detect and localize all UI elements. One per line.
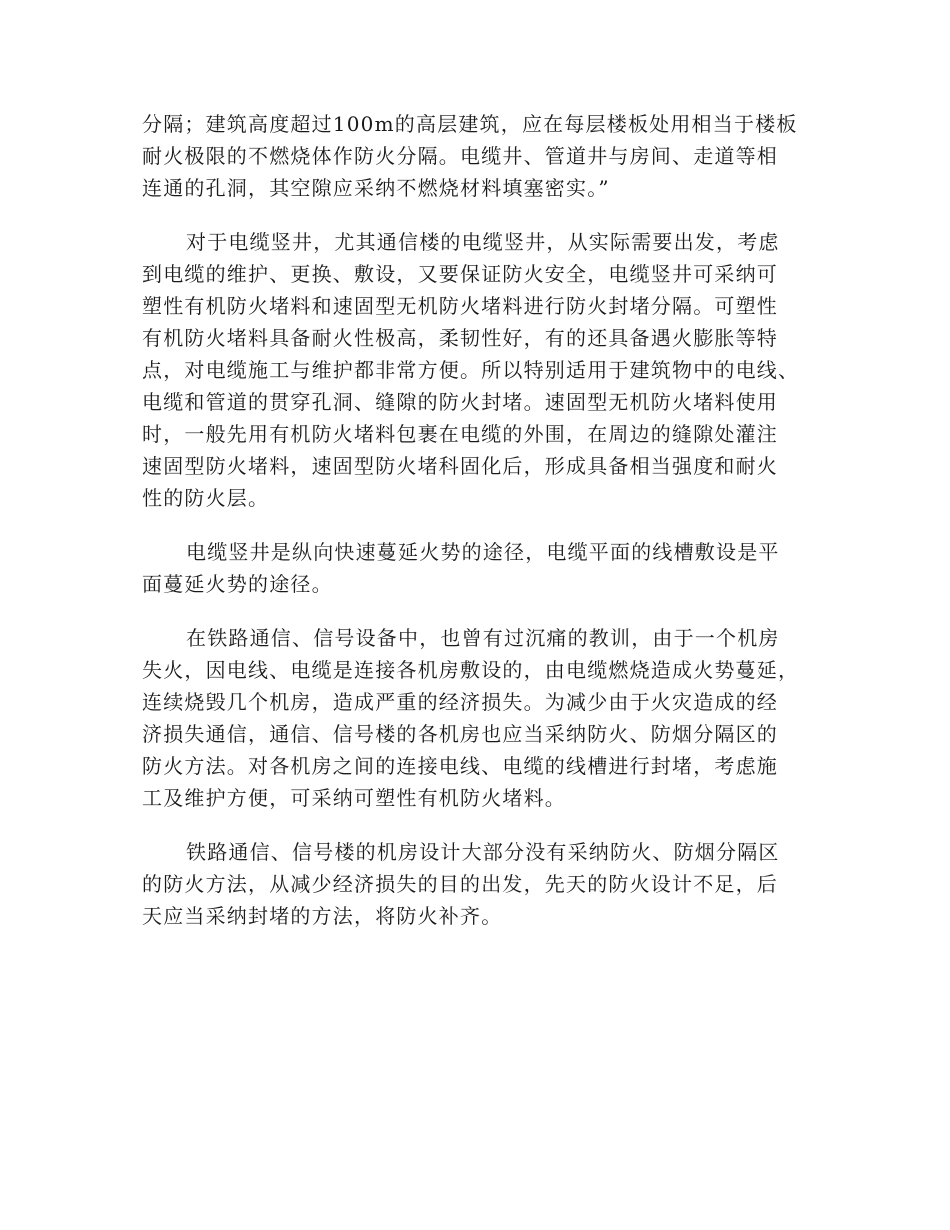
text-line: 在铁路通信、信号设备中，也曾有过沉痛的教训，由于一个机房 — [186, 626, 780, 650]
paragraph — [142, 536, 806, 600]
text-line: 天应当采纳封堵的方法，将防火补齐。 — [142, 904, 503, 928]
text-line: 电缆和管道的贯穿孔洞、缝隙的防火封堵。速固型无机防火堵料使用 — [142, 390, 778, 414]
text-line: 铁路通信、信号楼的机房设计大部分没有采纳防火、防烟分隔区 — [186, 840, 780, 864]
text-line: 分隔；建筑高度超过100m的高层建筑，应在每层楼板处用相当于楼板 — [142, 112, 798, 136]
text-line: 到电缆的维护、更换、敷设，又要保证防火安全，电缆竖井可采纳可 — [142, 262, 778, 286]
paragraph — [142, 108, 806, 204]
paragraph — [142, 622, 806, 814]
text-line: 耐火极限的不燃烧体作防火分隔。电缆井、管道井与房间、走道等相 — [142, 144, 778, 168]
text-line: 点，对电缆施工与维护都非常方便。所以特别适用于建筑物中的电线、 — [142, 358, 800, 382]
document-page — [142, 108, 806, 954]
text-line: 面蔓延火势的途径。 — [142, 572, 333, 596]
text-line: 塑性有机防火堵料和速固型无机防火堵料进行防火封堵分隔。可塑性 — [142, 294, 778, 318]
paragraph — [142, 836, 806, 932]
text-line: 工及维护方便，可采纳可塑性有机防火堵料。 — [142, 786, 566, 810]
text-line: 济损失通信，通信、信号楼的各机房也应当采纳防火、防烟分隔区的 — [142, 722, 778, 746]
text-line: 连续烧毁几个机房，造成严重的经济损失。为减少由于火灾造成的经 — [142, 690, 778, 714]
text-line: 性的防火层。 — [142, 486, 270, 510]
text-line: 时，一般先用有机防火堵料包裹在电缆的外围，在周边的缝隙处灌注 — [142, 422, 778, 446]
text-line: 速固型防火堵料，速固型防火堵科固化后，形成具备相当强度和耐火 — [142, 454, 778, 478]
text-line: 电缆竖井是纵向快速蔓延火势的途径，电缆平面的线槽敷设是平 — [186, 540, 780, 564]
text-line: 对于电缆竖井，尤其通信楼的电缆竖井，从实际需要出发，考虑 — [186, 230, 780, 254]
text-line: 防火方法。对各机房之间的连接电线、电缆的线槽进行封堵，考虑施 — [142, 754, 778, 778]
paragraph — [142, 226, 806, 514]
text-line: 的防火方法，从减少经济损失的目的出发，先天的防火设计不足，后 — [142, 872, 778, 896]
text-line: 连通的孔洞，其空隙应采纳不燃烧材料填塞密实。” — [142, 176, 610, 200]
text-line: 失火，因电线、电缆是连接各机房敷设的，由电缆燃烧造成火势蔓延， — [142, 658, 800, 682]
text-line: 有机防火堵料具备耐火性极高，柔韧性好，有的还具备遇火膨胀等特 — [142, 326, 778, 350]
